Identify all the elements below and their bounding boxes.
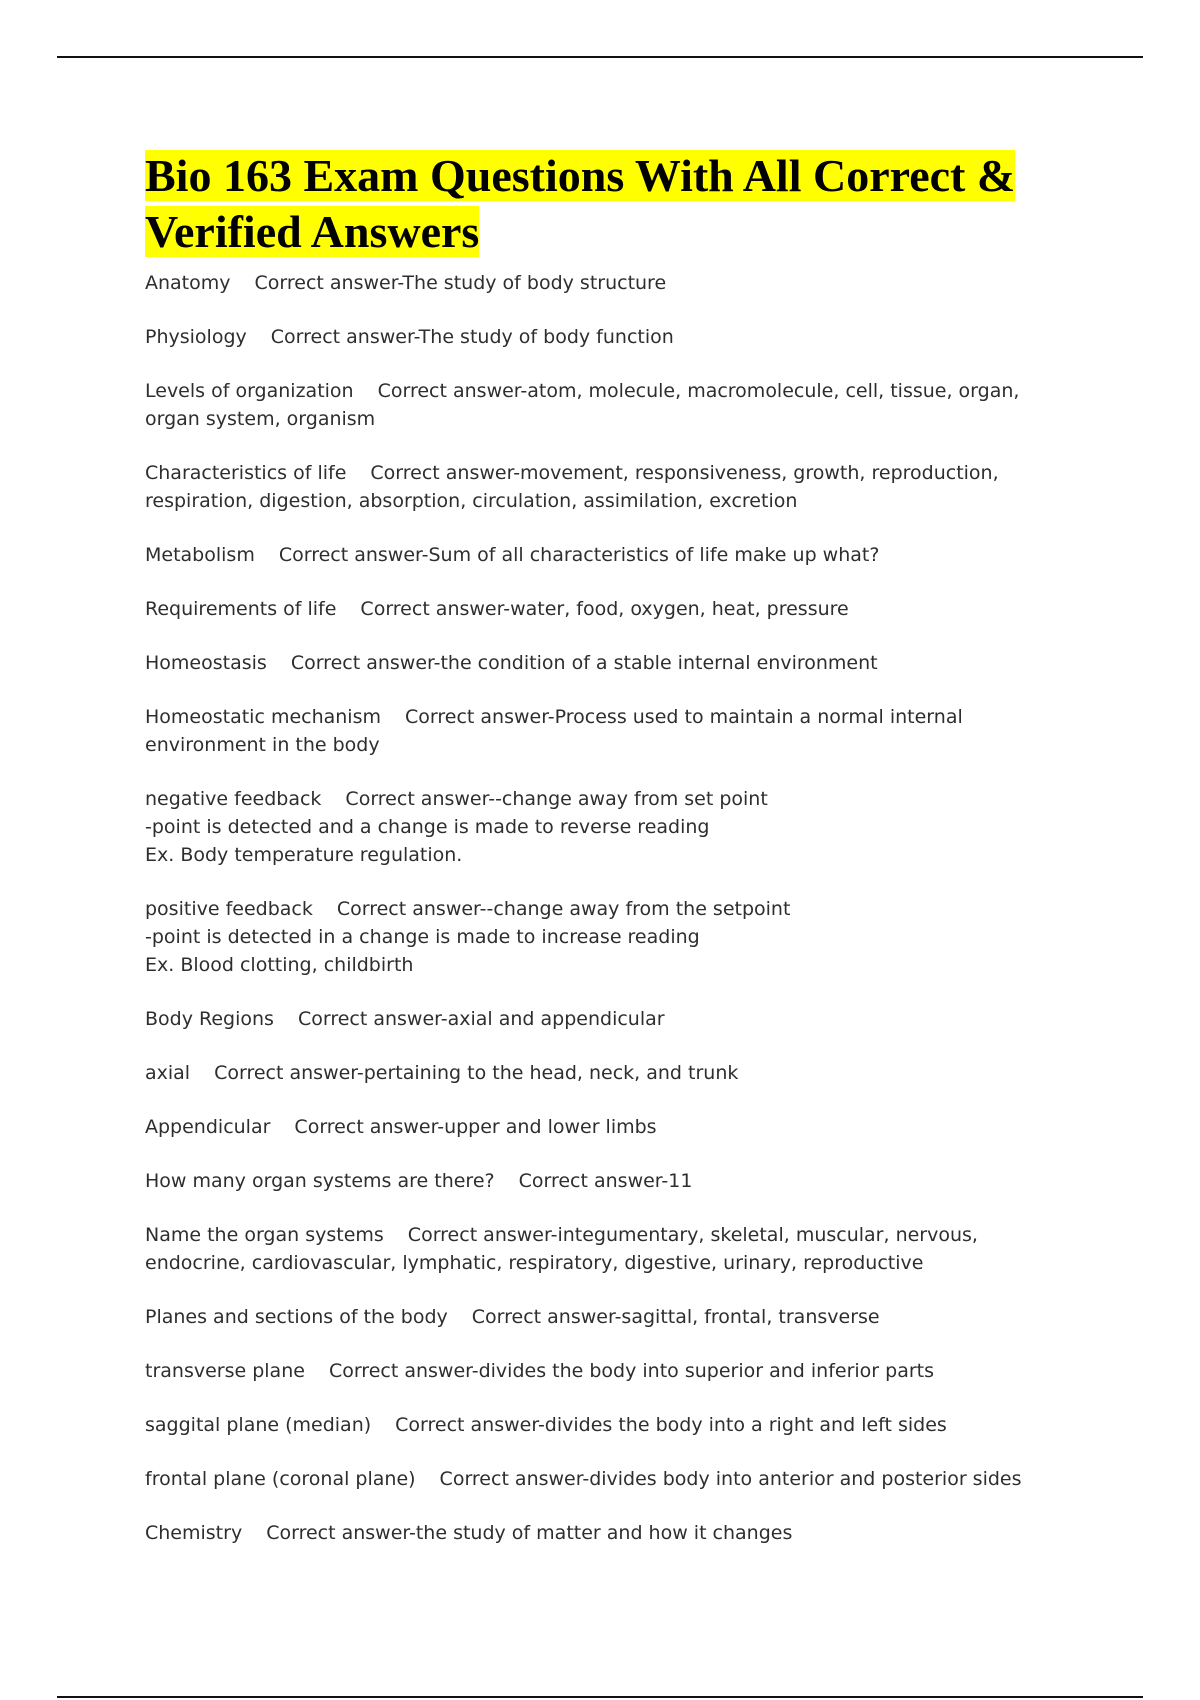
qa-term: Planes and sections of the body [145,1306,448,1328]
qa-item [145,459,1045,515]
qa-item [145,703,1045,759]
qa-term: Chemistry [145,1522,243,1544]
qa-item [145,1005,1045,1033]
qa-answer: Correct answer-axial and appendicular [297,1008,665,1030]
qa-answer: Correct answer-divides body into anterior and posterior sides [439,1468,1022,1490]
qa-term: Anatomy [145,272,231,294]
qa-term: Levels of organization [145,380,354,402]
qa-answer: Correct answer-atom, molecule, macromolecule, cell, tissue, organ, organ system, organism [145,380,1026,430]
qa-term: Homeostasis [145,652,267,674]
qa-item [145,1357,1045,1385]
document-title-text: Bio 163 Exam Questions With All Correct & Verified Answers [145,150,1016,257]
qa-term: Physiology [145,326,247,348]
qa-item [145,323,1045,351]
qa-answer: Correct answer-Sum of all characteristics of life make up what? [278,544,880,566]
qa-item [145,377,1045,433]
qa-item [145,1519,1045,1547]
qa-item [145,269,1045,297]
bottom-rule [57,1696,1143,1698]
qa-item [145,541,1045,569]
qa-answer: Correct answer-divides the body into superior and inferior parts [328,1360,934,1382]
qa-answer: Correct answer-integumentary, skeletal, muscular, nervous, endocrine, cardiovascular, lymphatic, respiratory, digestive, urinary, reproductive [145,1224,985,1274]
qa-item [145,649,1045,677]
qa-term: positive feedback [145,898,313,920]
qa-answer: Correct answer-upper and lower limbs [294,1116,657,1138]
qa-term: axial [145,1062,191,1084]
qa-term: saggital plane (median) [145,1414,372,1436]
qa-term: Metabolism [145,544,255,566]
qa-term: Requirements of life [145,598,337,620]
qa-answer: Correct answer-the condition of a stable internal environment [290,652,878,674]
qa-answer: Correct answer-water, food, oxygen, heat, pressure [360,598,849,620]
top-rule [57,56,1143,58]
qa-item [145,895,1045,979]
qa-answer: Correct answer-divides the body into a right and left sides [395,1414,947,1436]
qa-item [145,1059,1045,1087]
qa-term: How many organ systems are there? [145,1170,495,1192]
qa-answer: Correct answer--change away from the setpoint -point is detected in a change is made to increase reading Ex. Blood clotting, childbirth [145,898,791,976]
qa-list [145,269,1045,1547]
qa-answer: Correct answer-pertaining to the head, neck, and trunk [214,1062,739,1084]
qa-answer: Correct answer-Process used to maintain a normal internal environment in the body [145,706,969,756]
qa-answer: Correct answer-sagittal, frontal, transverse [471,1306,880,1328]
qa-item [145,785,1045,869]
qa-term: Homeostatic mechanism [145,706,381,728]
document-body [145,148,1045,1573]
qa-term: negative feedback [145,788,322,810]
document-title [145,148,1045,260]
qa-item [145,1167,1045,1195]
qa-term: Appendicular [145,1116,271,1138]
qa-answer: Correct answer--change away from set point -point is detected and a change is made to reverse reading Ex. Body temperature regulation. [145,788,768,866]
qa-answer: Correct answer-The study of body structure [254,272,667,294]
qa-term: Characteristics of life [145,462,347,484]
qa-item [145,1411,1045,1439]
qa-answer: Correct answer-the study of matter and how it changes [266,1522,793,1544]
qa-term: Name the organ systems [145,1224,384,1246]
qa-answer: Correct answer-movement, responsiveness, growth, reproduction, respiration, digestion, absorption, circulation, assimilation, excretion [145,462,1005,512]
qa-item [145,1221,1045,1277]
qa-answer: Correct answer-The study of body function [270,326,674,348]
qa-answer: Correct answer-11 [518,1170,693,1192]
qa-item [145,595,1045,623]
qa-term: frontal plane (coronal plane) [145,1468,416,1490]
qa-term: Body Regions [145,1008,274,1030]
qa-item [145,1303,1045,1331]
qa-item [145,1113,1045,1141]
qa-item [145,1465,1045,1493]
qa-term: transverse plane [145,1360,305,1382]
